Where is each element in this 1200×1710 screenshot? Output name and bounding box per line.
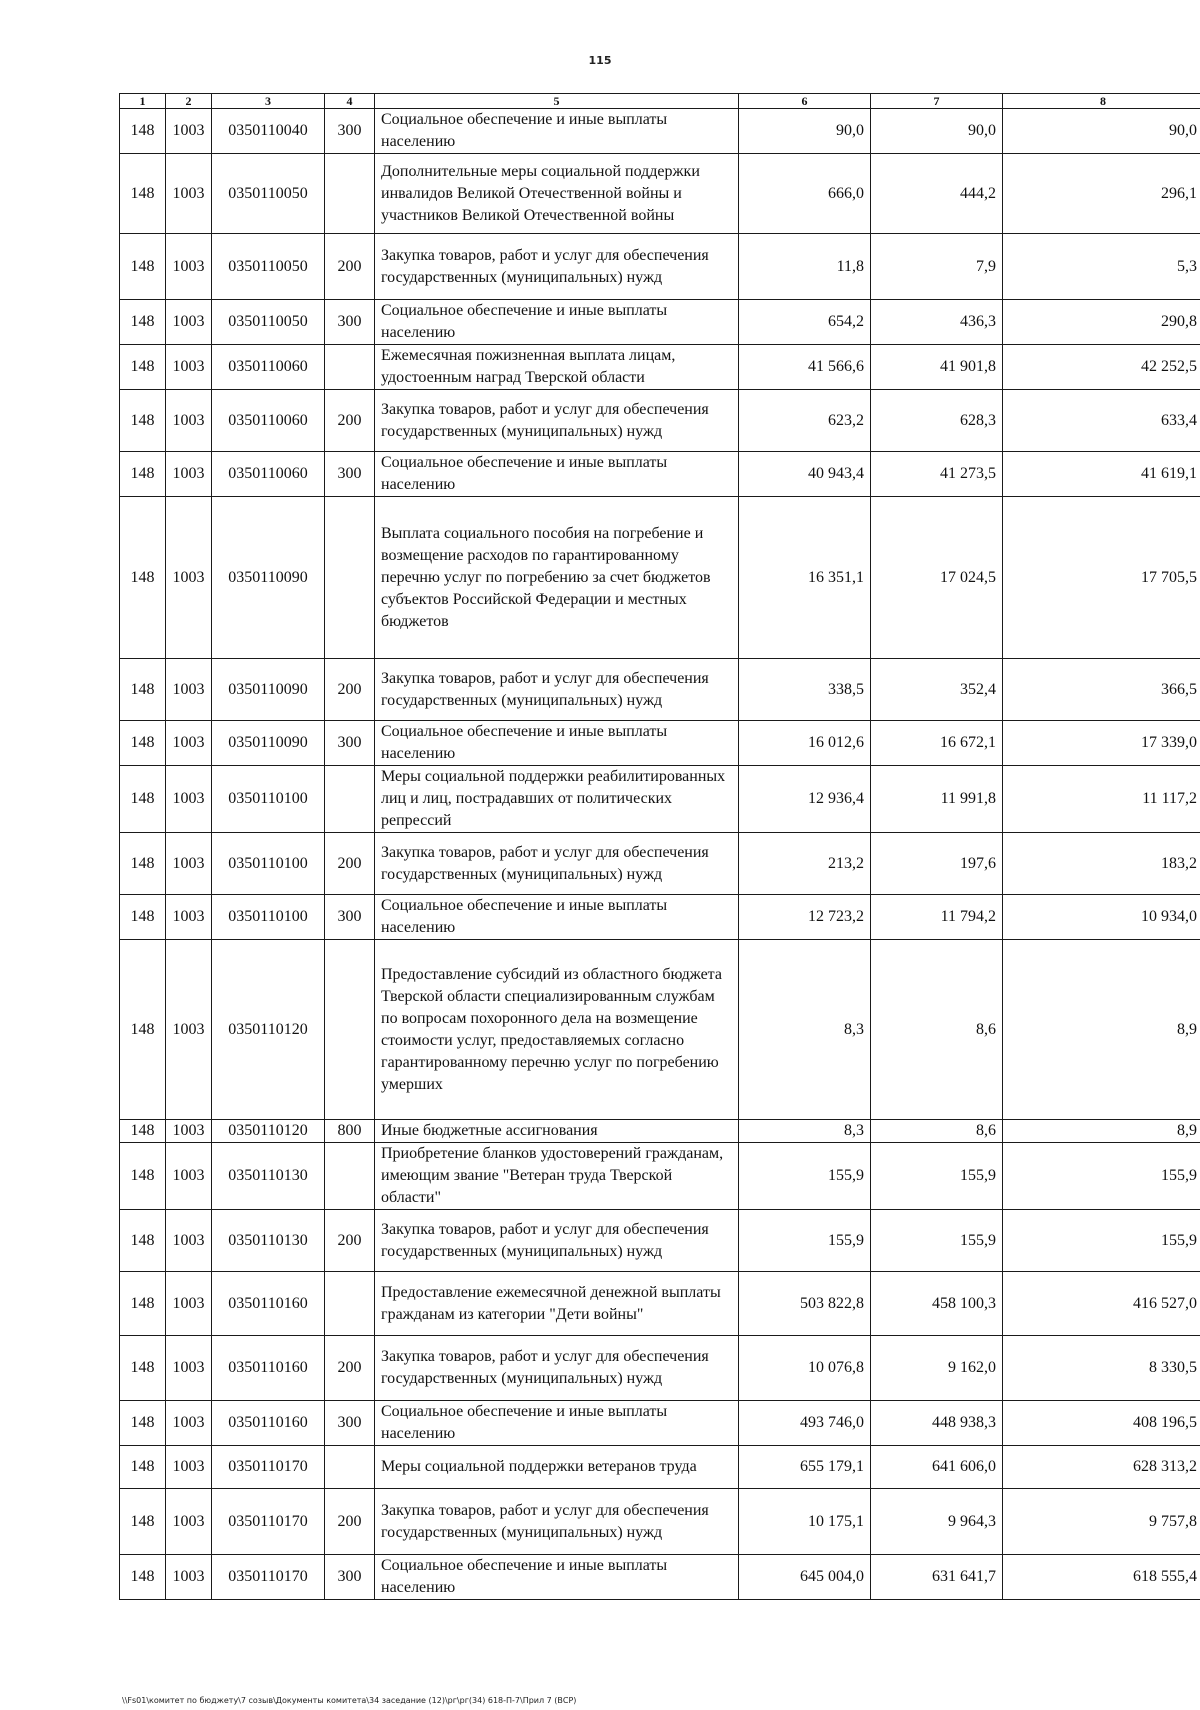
cell-amount-col6: 645 004,0 xyxy=(739,1555,871,1600)
cell-expense-type xyxy=(325,345,375,390)
cell-amount-col6: 654,2 xyxy=(739,300,871,345)
cell-amount-col8: 11 117,2 xyxy=(1003,766,1200,833)
cell-expense-type xyxy=(325,154,375,234)
cell-description: Закупка товаров, работ и услуг для обеспечения государственных (муниципальных) нужд xyxy=(375,1336,739,1401)
table-row xyxy=(120,895,1200,940)
table-row xyxy=(120,497,1200,659)
cell-amount-col8: 416 527,0 xyxy=(1003,1272,1200,1336)
cell-expense-type xyxy=(325,497,375,659)
cell-section-code: 1003 xyxy=(166,766,212,833)
cell-description: Социальное обеспечение и иные выплаты населению xyxy=(375,452,739,497)
table-row xyxy=(120,1555,1200,1600)
cell-amount-col8: 10 934,0 xyxy=(1003,895,1200,940)
cell-amount-col6: 666,0 xyxy=(739,154,871,234)
cell-ministry-code: 148 xyxy=(120,659,166,721)
table-row xyxy=(120,1336,1200,1401)
cell-target-article: 0350110100 xyxy=(212,833,325,895)
cell-description: Закупка товаров, работ и услуг для обеспечения государственных (муниципальных) нужд xyxy=(375,659,739,721)
cell-section-code: 1003 xyxy=(166,1555,212,1600)
cell-ministry-code: 148 xyxy=(120,390,166,452)
cell-expense-type: 200 xyxy=(325,1210,375,1272)
cell-amount-col6: 155,9 xyxy=(739,1143,871,1210)
cell-expense-type: 200 xyxy=(325,833,375,895)
cell-amount-col7: 16 672,1 xyxy=(871,721,1003,766)
column-number: 8 xyxy=(1003,94,1200,109)
cell-target-article: 0350110120 xyxy=(212,940,325,1120)
table-row xyxy=(120,833,1200,895)
cell-ministry-code: 148 xyxy=(120,1336,166,1401)
cell-amount-col8: 8 330,5 xyxy=(1003,1336,1200,1401)
cell-expense-type: 300 xyxy=(325,895,375,940)
cell-description: Приобретение бланков удостоверений гражданам, имеющим звание "Ветеран труда Тверской области" xyxy=(375,1143,739,1210)
cell-section-code: 1003 xyxy=(166,1336,212,1401)
cell-ministry-code: 148 xyxy=(120,154,166,234)
cell-amount-col8: 8,9 xyxy=(1003,940,1200,1120)
cell-amount-col6: 12 723,2 xyxy=(739,895,871,940)
cell-amount-col8: 17 705,5 xyxy=(1003,497,1200,659)
cell-section-code: 1003 xyxy=(166,154,212,234)
cell-amount-col7: 628,3 xyxy=(871,390,1003,452)
cell-amount-col7: 11 991,8 xyxy=(871,766,1003,833)
cell-section-code: 1003 xyxy=(166,1143,212,1210)
cell-description: Социальное обеспечение и иные выплаты населению xyxy=(375,300,739,345)
cell-section-code: 1003 xyxy=(166,234,212,300)
cell-expense-type xyxy=(325,940,375,1120)
cell-description: Закупка товаров, работ и услуг для обеспечения государственных (муниципальных) нужд xyxy=(375,390,739,452)
cell-target-article: 0350110090 xyxy=(212,721,325,766)
cell-amount-col7: 8,6 xyxy=(871,1120,1003,1143)
cell-amount-col7: 9 162,0 xyxy=(871,1336,1003,1401)
cell-section-code: 1003 xyxy=(166,497,212,659)
cell-description: Закупка товаров, работ и услуг для обеспечения государственных (муниципальных) нужд xyxy=(375,234,739,300)
cell-amount-col7: 17 024,5 xyxy=(871,497,1003,659)
cell-target-article: 0350110090 xyxy=(212,497,325,659)
cell-section-code: 1003 xyxy=(166,390,212,452)
table-row xyxy=(120,452,1200,497)
cell-amount-col8: 8,9 xyxy=(1003,1120,1200,1143)
cell-target-article: 0350110170 xyxy=(212,1489,325,1555)
cell-amount-col6: 155,9 xyxy=(739,1210,871,1272)
cell-expense-type: 300 xyxy=(325,721,375,766)
cell-expense-type xyxy=(325,1143,375,1210)
cell-ministry-code: 148 xyxy=(120,1489,166,1555)
cell-amount-col6: 655 179,1 xyxy=(739,1446,871,1489)
cell-amount-col8: 290,8 xyxy=(1003,300,1200,345)
table-row xyxy=(120,390,1200,452)
cell-amount-col7: 90,0 xyxy=(871,109,1003,154)
cell-expense-type: 200 xyxy=(325,234,375,300)
cell-ministry-code: 148 xyxy=(120,895,166,940)
cell-expense-type xyxy=(325,766,375,833)
table-row xyxy=(120,721,1200,766)
cell-ministry-code: 148 xyxy=(120,1120,166,1143)
table-row xyxy=(120,1489,1200,1555)
cell-target-article: 0350110160 xyxy=(212,1336,325,1401)
cell-target-article: 0350110060 xyxy=(212,345,325,390)
cell-section-code: 1003 xyxy=(166,1120,212,1143)
column-number: 7 xyxy=(871,94,1003,109)
table-row xyxy=(120,109,1200,154)
cell-amount-col7: 352,4 xyxy=(871,659,1003,721)
cell-amount-col8: 633,4 xyxy=(1003,390,1200,452)
cell-amount-col8: 408 196,5 xyxy=(1003,1401,1200,1446)
cell-amount-col7: 448 938,3 xyxy=(871,1401,1003,1446)
cell-description: Иные бюджетные ассигнования xyxy=(375,1120,739,1143)
cell-amount-col8: 296,1 xyxy=(1003,154,1200,234)
cell-section-code: 1003 xyxy=(166,1210,212,1272)
cell-target-article: 0350110060 xyxy=(212,452,325,497)
cell-expense-type: 200 xyxy=(325,1489,375,1555)
cell-amount-col6: 8,3 xyxy=(739,1120,871,1143)
table-row xyxy=(120,1143,1200,1210)
cell-expense-type xyxy=(325,1446,375,1489)
cell-section-code: 1003 xyxy=(166,940,212,1120)
cell-description: Предоставление ежемесячной денежной выплаты гражданам из категории "Дети войны" xyxy=(375,1272,739,1336)
table-row xyxy=(120,1210,1200,1272)
column-number: 6 xyxy=(739,94,871,109)
cell-amount-col7: 41 901,8 xyxy=(871,345,1003,390)
cell-description: Социальное обеспечение и иные выплаты населению xyxy=(375,1401,739,1446)
cell-expense-type: 200 xyxy=(325,659,375,721)
cell-description: Выплата социального пособия на погребение и возмещение расходов по гарантированному перечню услуг по погребению за счет бюджетов субъектов Российской Федерации и местных бюджетов xyxy=(375,497,739,659)
cell-ministry-code: 148 xyxy=(120,234,166,300)
cell-expense-type xyxy=(325,1272,375,1336)
cell-amount-col6: 10 175,1 xyxy=(739,1489,871,1555)
cell-target-article: 0350110170 xyxy=(212,1446,325,1489)
cell-description: Ежемесячная пожизненная выплата лицам, удостоенным наград Тверской области xyxy=(375,345,739,390)
budget-table xyxy=(119,93,1200,1600)
page-number: 115 xyxy=(588,54,612,67)
cell-section-code: 1003 xyxy=(166,345,212,390)
table-body xyxy=(120,109,1200,1600)
cell-amount-col6: 12 936,4 xyxy=(739,766,871,833)
cell-amount-col6: 623,2 xyxy=(739,390,871,452)
cell-target-article: 0350110060 xyxy=(212,390,325,452)
cell-description: Меры социальной поддержки реабилитированных лиц и лиц, пострадавших от политических репрессий xyxy=(375,766,739,833)
cell-description: Меры социальной поддержки ветеранов труда xyxy=(375,1446,739,1489)
cell-amount-col7: 9 964,3 xyxy=(871,1489,1003,1555)
cell-amount-col6: 213,2 xyxy=(739,833,871,895)
cell-description: Закупка товаров, работ и услуг для обеспечения государственных (муниципальных) нужд xyxy=(375,1489,739,1555)
cell-section-code: 1003 xyxy=(166,109,212,154)
cell-amount-col7: 41 273,5 xyxy=(871,452,1003,497)
cell-ministry-code: 148 xyxy=(120,345,166,390)
table-row xyxy=(120,766,1200,833)
cell-target-article: 0350110100 xyxy=(212,766,325,833)
cell-amount-col8: 42 252,5 xyxy=(1003,345,1200,390)
cell-amount-col6: 41 566,6 xyxy=(739,345,871,390)
table-row xyxy=(120,234,1200,300)
cell-ministry-code: 148 xyxy=(120,1555,166,1600)
cell-amount-col6: 11,8 xyxy=(739,234,871,300)
cell-description: Социальное обеспечение и иные выплаты населению xyxy=(375,109,739,154)
cell-ministry-code: 148 xyxy=(120,1401,166,1446)
cell-section-code: 1003 xyxy=(166,1489,212,1555)
cell-ministry-code: 148 xyxy=(120,1446,166,1489)
cell-section-code: 1003 xyxy=(166,1272,212,1336)
column-number-row xyxy=(120,94,1200,109)
cell-expense-type: 300 xyxy=(325,1555,375,1600)
cell-ministry-code: 148 xyxy=(120,721,166,766)
column-number: 2 xyxy=(166,94,212,109)
cell-ministry-code: 148 xyxy=(120,833,166,895)
cell-amount-col7: 155,9 xyxy=(871,1210,1003,1272)
table-row xyxy=(120,1401,1200,1446)
table-row xyxy=(120,940,1200,1120)
footer-file-path: \\Fs01\комитет по бюджету\7 созыв\Документы комитета\34 заседание (12)\рг\рг(34) 618-П-7\Прил 7 (ВСР) xyxy=(122,1696,577,1705)
cell-ministry-code: 148 xyxy=(120,1210,166,1272)
cell-target-article: 0350110170 xyxy=(212,1555,325,1600)
cell-description: Социальное обеспечение и иные выплаты населению xyxy=(375,1555,739,1600)
cell-target-article: 0350110050 xyxy=(212,234,325,300)
cell-section-code: 1003 xyxy=(166,721,212,766)
cell-description: Социальное обеспечение и иные выплаты населению xyxy=(375,721,739,766)
cell-amount-col7: 631 641,7 xyxy=(871,1555,1003,1600)
cell-section-code: 1003 xyxy=(166,833,212,895)
cell-ministry-code: 148 xyxy=(120,1272,166,1336)
table-row xyxy=(120,1120,1200,1143)
cell-amount-col7: 436,3 xyxy=(871,300,1003,345)
cell-target-article: 0350110120 xyxy=(212,1120,325,1143)
cell-target-article: 0350110090 xyxy=(212,659,325,721)
cell-amount-col6: 8,3 xyxy=(739,940,871,1120)
column-number: 1 xyxy=(120,94,166,109)
cell-section-code: 1003 xyxy=(166,1446,212,1489)
cell-target-article: 0350110160 xyxy=(212,1401,325,1446)
cell-amount-col7: 8,6 xyxy=(871,940,1003,1120)
table-row xyxy=(120,345,1200,390)
cell-amount-col8: 628 313,2 xyxy=(1003,1446,1200,1489)
cell-amount-col6: 10 076,8 xyxy=(739,1336,871,1401)
cell-ministry-code: 148 xyxy=(120,109,166,154)
cell-target-article: 0350110040 xyxy=(212,109,325,154)
table-row xyxy=(120,154,1200,234)
cell-amount-col8: 618 555,4 xyxy=(1003,1555,1200,1600)
cell-ministry-code: 148 xyxy=(120,940,166,1120)
cell-ministry-code: 148 xyxy=(120,1143,166,1210)
cell-expense-type: 800 xyxy=(325,1120,375,1143)
cell-target-article: 0350110130 xyxy=(212,1143,325,1210)
column-number: 5 xyxy=(375,94,739,109)
cell-expense-type: 200 xyxy=(325,1336,375,1401)
cell-amount-col8: 155,9 xyxy=(1003,1210,1200,1272)
cell-amount-col6: 16 351,1 xyxy=(739,497,871,659)
cell-amount-col6: 338,5 xyxy=(739,659,871,721)
cell-section-code: 1003 xyxy=(166,452,212,497)
cell-section-code: 1003 xyxy=(166,300,212,345)
cell-amount-col8: 9 757,8 xyxy=(1003,1489,1200,1555)
column-number: 4 xyxy=(325,94,375,109)
cell-expense-type: 300 xyxy=(325,1401,375,1446)
cell-amount-col7: 11 794,2 xyxy=(871,895,1003,940)
cell-expense-type: 300 xyxy=(325,109,375,154)
cell-amount-col7: 197,6 xyxy=(871,833,1003,895)
cell-section-code: 1003 xyxy=(166,895,212,940)
cell-description: Предоставление субсидий из областного бюджета Тверской области специализированным службам по вопросам похоронного дела на возмещение стоимости услуг, предоставляемых согласно гарантированному перечню услуг по погребению умерших xyxy=(375,940,739,1120)
table-row xyxy=(120,1446,1200,1489)
cell-amount-col7: 155,9 xyxy=(871,1143,1003,1210)
cell-amount-col6: 90,0 xyxy=(739,109,871,154)
cell-amount-col8: 41 619,1 xyxy=(1003,452,1200,497)
cell-description: Социальное обеспечение и иные выплаты населению xyxy=(375,895,739,940)
cell-section-code: 1003 xyxy=(166,659,212,721)
cell-amount-col7: 458 100,3 xyxy=(871,1272,1003,1336)
cell-expense-type: 300 xyxy=(325,452,375,497)
cell-ministry-code: 148 xyxy=(120,452,166,497)
cell-ministry-code: 148 xyxy=(120,766,166,833)
cell-amount-col7: 641 606,0 xyxy=(871,1446,1003,1489)
cell-amount-col7: 444,2 xyxy=(871,154,1003,234)
cell-amount-col6: 503 822,8 xyxy=(739,1272,871,1336)
cell-target-article: 0350110130 xyxy=(212,1210,325,1272)
cell-amount-col8: 155,9 xyxy=(1003,1143,1200,1210)
cell-amount-col6: 493 746,0 xyxy=(739,1401,871,1446)
cell-description: Закупка товаров, работ и услуг для обеспечения государственных (муниципальных) нужд xyxy=(375,1210,739,1272)
cell-amount-col8: 17 339,0 xyxy=(1003,721,1200,766)
cell-ministry-code: 148 xyxy=(120,300,166,345)
cell-expense-type: 300 xyxy=(325,300,375,345)
cell-amount-col6: 40 943,4 xyxy=(739,452,871,497)
table-row xyxy=(120,300,1200,345)
cell-amount-col8: 5,3 xyxy=(1003,234,1200,300)
table-row xyxy=(120,659,1200,721)
cell-target-article: 0350110050 xyxy=(212,300,325,345)
cell-target-article: 0350110050 xyxy=(212,154,325,234)
table-row xyxy=(120,1272,1200,1336)
column-number: 3 xyxy=(212,94,325,109)
cell-description: Дополнительные меры социальной поддержки инвалидов Великой Отечественной войны и участников Великой Отечественной войны xyxy=(375,154,739,234)
cell-amount-col8: 90,0 xyxy=(1003,109,1200,154)
cell-target-article: 0350110100 xyxy=(212,895,325,940)
cell-description: Закупка товаров, работ и услуг для обеспечения государственных (муниципальных) нужд xyxy=(375,833,739,895)
cell-amount-col6: 16 012,6 xyxy=(739,721,871,766)
cell-target-article: 0350110160 xyxy=(212,1272,325,1336)
cell-ministry-code: 148 xyxy=(120,497,166,659)
cell-amount-col8: 366,5 xyxy=(1003,659,1200,721)
cell-amount-col7: 7,9 xyxy=(871,234,1003,300)
cell-expense-type: 200 xyxy=(325,390,375,452)
cell-section-code: 1003 xyxy=(166,1401,212,1446)
cell-amount-col8: 183,2 xyxy=(1003,833,1200,895)
